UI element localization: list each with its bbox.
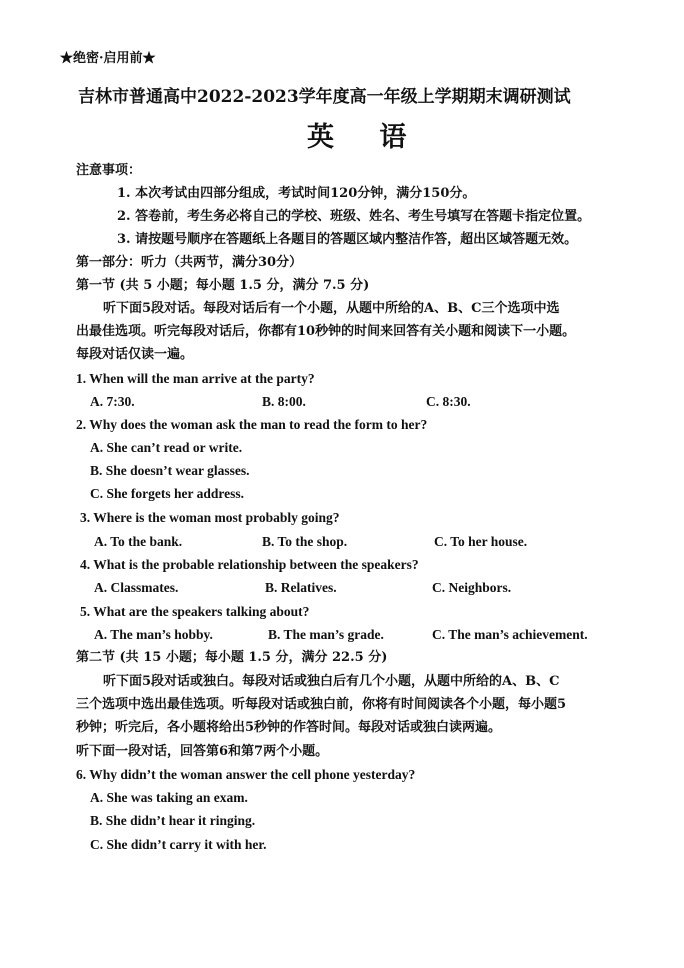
option-a: A. The man’s hobby. xyxy=(94,627,213,642)
exam-title: 吉林市普通高中2022-2023学年度高一年级上学期期末调研测试 xyxy=(78,87,571,107)
question-4: 4. What is the probable relationship between the speakers? xyxy=(80,557,419,572)
option-b: B. To the shop. xyxy=(262,534,348,549)
question-3: 3. Where is the woman most probably going? xyxy=(80,510,340,525)
option-a: A. She can’t read or write. xyxy=(90,440,243,455)
option-c: C. 8:30. xyxy=(426,394,471,409)
section2-instructions-line: 听下面5段对话或独白。每段对话或独白后有几个小题，从题中所给的A、B、C xyxy=(103,674,560,689)
section1-instructions-line: 听下面5段对话。每段对话后有一个小题，从题中所给的A、B、C三个选项中选 xyxy=(103,301,560,316)
part1-title: 第一部分：听力（共两节，满分30分） xyxy=(76,255,303,270)
section2-instructions-line: 三个选项中选出最佳选项。听每段对话或独白前，你将有时间阅读各个小题，每小题5 xyxy=(76,697,567,712)
option-c: C. Neighbors. xyxy=(432,580,512,595)
question-6: 6. Why didn’t the woman answer the cell phone yesterday? xyxy=(76,767,416,782)
section2-title: 第二节 (共 15 小题；每小题 1.5 分，满分 22.5 分) xyxy=(76,650,388,665)
option-b: B. 8:00. xyxy=(262,394,306,409)
note-item: 1. 本次考试由四部分组成，考试时间120分钟，满分150分。 xyxy=(117,186,476,201)
section1-title: 第一节 (共 5 小题；每小题 1.5 分，满分 7.5 分) xyxy=(76,278,370,293)
notes-heading: 注意事项： xyxy=(76,163,142,178)
option-a: A. To the bank. xyxy=(94,534,183,549)
confidential-mark: ★绝密·启用前★ xyxy=(60,51,156,66)
option-b: B. Relatives. xyxy=(265,580,337,595)
option-a: A. She was taking an exam. xyxy=(90,790,248,805)
option-c: C. The man’s achievement. xyxy=(432,627,588,642)
section2-intro: 听下面一段对话，回答第6和第7两个小题。 xyxy=(76,744,329,759)
note-item: 3. 请按题号顺序在答题纸上各题目的答题区域内整洁作答，超出区域答题无效。 xyxy=(117,232,578,247)
option-a: A. Classmates. xyxy=(94,580,179,595)
option-b: B. She didn’t hear it ringing. xyxy=(90,813,256,828)
option-a: A. 7:30. xyxy=(90,394,135,409)
question-1: 1. When will the man arrive at the party? xyxy=(76,371,315,386)
note-item: 2. 答卷前，考生务必将自己的学校、班级、姓名、考生号填写在答题卡指定位置。 xyxy=(117,209,591,224)
option-c: C. To her house. xyxy=(434,534,528,549)
section1-instructions-line: 每段对话仅读一遍。 xyxy=(76,347,194,362)
section1-instructions-line: 出最佳选项。听完每段对话后，你都有10秒钟的时间来回答有关小题和阅读下一小题。 xyxy=(76,324,576,339)
section2-instructions-line: 秒钟；听完后，各小题将给出5秒钟的作答时间。每段对话或独白读两遍。 xyxy=(76,720,502,735)
subject-title: 英 语 xyxy=(307,122,425,153)
question-2: 2. Why does the woman ask the man to read the form to her? xyxy=(76,417,428,432)
option-b: B. The man’s grade. xyxy=(268,627,384,642)
option-c: C. She forgets her address. xyxy=(90,486,244,501)
question-5: 5. What are the speakers talking about? xyxy=(80,604,310,619)
option-b: B. She doesn’t wear glasses. xyxy=(90,463,250,478)
option-c: C. She didn’t carry it with her. xyxy=(90,837,267,852)
